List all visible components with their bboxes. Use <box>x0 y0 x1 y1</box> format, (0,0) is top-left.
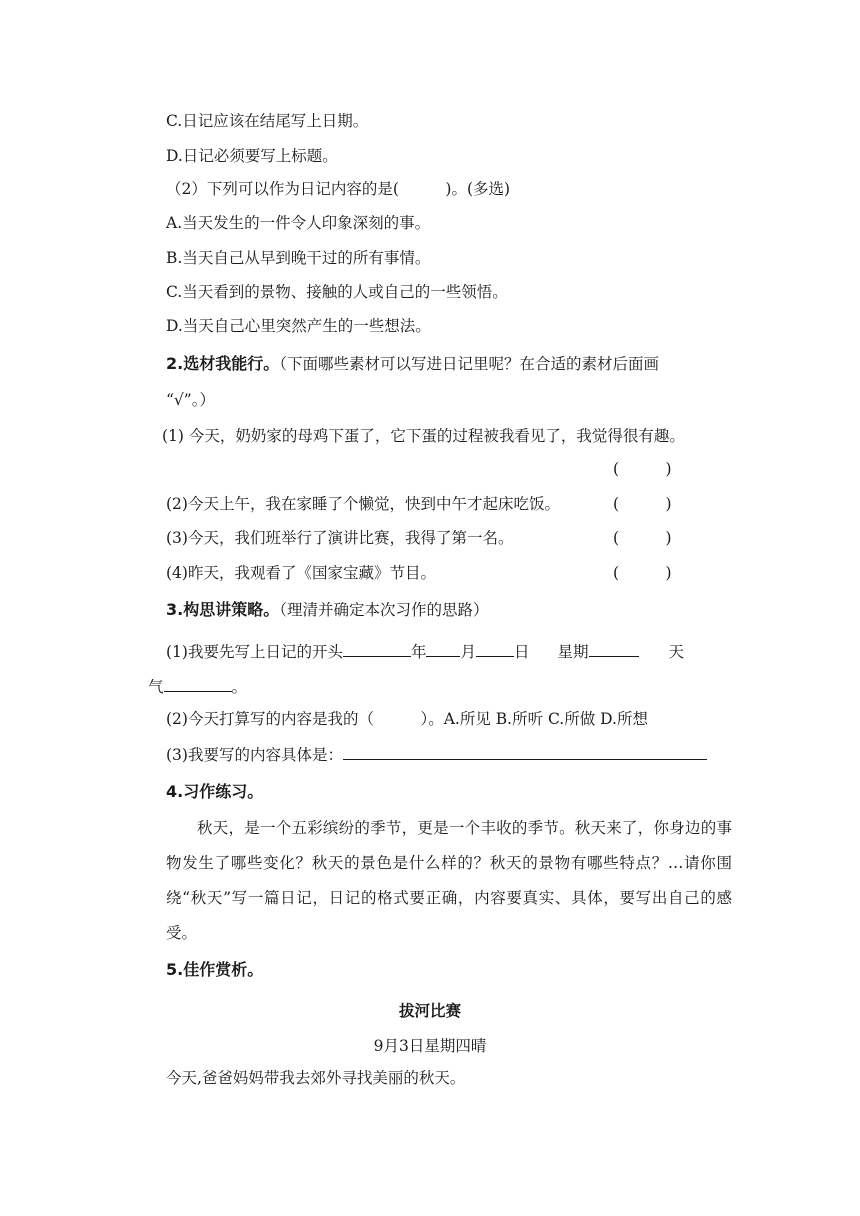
q1-sub2-option-a: A.当天发生的一件令人印象深刻的事。 <box>166 214 431 232</box>
q5-heading: 5.佳作赏析。 <box>166 960 264 979</box>
month-label: 月 <box>460 643 476 661</box>
q1-sub2-option-d: D.当天自己心里突然产生的一些想法。 <box>166 317 431 335</box>
q2-item-2-blank[interactable]: ( ) <box>613 495 672 513</box>
q2-line <box>166 354 659 374</box>
q2-item-4-blank[interactable]: ( ) <box>613 564 672 582</box>
q2-item-1: (1) 今天，奶奶家的母鸡下蛋了，它下蛋的过程被我看见了，我觉得很有趣。 <box>162 427 685 445</box>
period: 。 <box>231 678 248 696</box>
week-blank[interactable] <box>589 641 639 657</box>
q2-item-2: (2)今天上午，我在家睡了个懒觉，快到中午才起床吃饭。 <box>166 495 560 513</box>
weather-blank[interactable] <box>164 676 232 692</box>
weather-label-part1: 天 <box>668 643 685 661</box>
essay-first-line: 今天,爸爸妈妈带我去郊外寻找美丽的秋天。 <box>166 1069 466 1087</box>
essay-date: 9月3日星期四晴 <box>373 1037 487 1055</box>
q3-item-2: (2)今天打算写的内容是我的（ ）。A.所见 B.所听 C.所做 D.所想 <box>166 710 648 728</box>
day-blank[interactable] <box>476 641 514 657</box>
q4-paragraph: 秋天，是一个五彩缤纷的季节，更是一个丰收的季节。秋天来了，你身边的事物发生了哪些变化？秋天的景色是什么样的？秋天的景物有哪些特点？…请你围绕“秋天”写一篇日记，日记的格式要正确，内容要真实、具体，要写出自己的感受。 <box>166 819 732 942</box>
q3-item-3-label: (3)我要写的内容具体是： <box>166 746 343 764</box>
q3-item-1-prefix: (1)我要先写上日记的开头 <box>166 643 343 661</box>
q2-item-3-blank[interactable]: ( ) <box>613 529 672 547</box>
q1-sub2-option-c: C.当天看到的景物、接触的人或自己的一些领悟。 <box>166 283 508 301</box>
q3-heading: 3.构思讲策略。 <box>166 600 280 619</box>
q2-instruction: （下面哪些素材可以写进日记里呢？在合适的素材后面画 <box>279 355 659 373</box>
q2-item-1-blank[interactable]: ( ) <box>613 460 672 478</box>
q3-item-3 <box>166 744 707 765</box>
year-label: 年 <box>410 643 427 661</box>
q2-item-4: (4)昨天，我观看了《国家宝藏》节目。 <box>166 564 436 582</box>
q2-item-3: (3)今天，我们班举行了演讲比赛，我得了第一名。 <box>166 529 514 547</box>
year-blank[interactable] <box>343 641 411 657</box>
q4-heading: 4.习作练习。 <box>166 782 264 801</box>
weather-label-part2: 气 <box>148 678 164 696</box>
q2-heading: 2.选材我能行。 <box>166 354 280 373</box>
q1-option-d: D.日记必须要写上标题。 <box>166 147 338 165</box>
content-blank[interactable] <box>343 744 707 760</box>
q3-item-1 <box>166 641 684 662</box>
q3-item-1-cont <box>148 676 247 697</box>
q1-sub2-question: （2）下列可以作为日记内容的是( )。(多选) <box>166 180 511 198</box>
q3-instruction: （理清并确定本次习作的思路） <box>279 601 489 619</box>
month-blank[interactable] <box>426 641 460 657</box>
q1-option-c: C.日记应该在结尾写上日期。 <box>166 112 369 130</box>
q2-instruction-cont: “√”。） <box>166 391 215 409</box>
week-label: 星期 <box>557 643 589 661</box>
q3-line <box>166 600 488 620</box>
essay-title: 拔河比赛 <box>398 1002 461 1020</box>
q1-sub2-option-b: B.当天自己从早到晚干过的所有事情。 <box>166 249 431 267</box>
day-label: 日 <box>514 643 530 661</box>
